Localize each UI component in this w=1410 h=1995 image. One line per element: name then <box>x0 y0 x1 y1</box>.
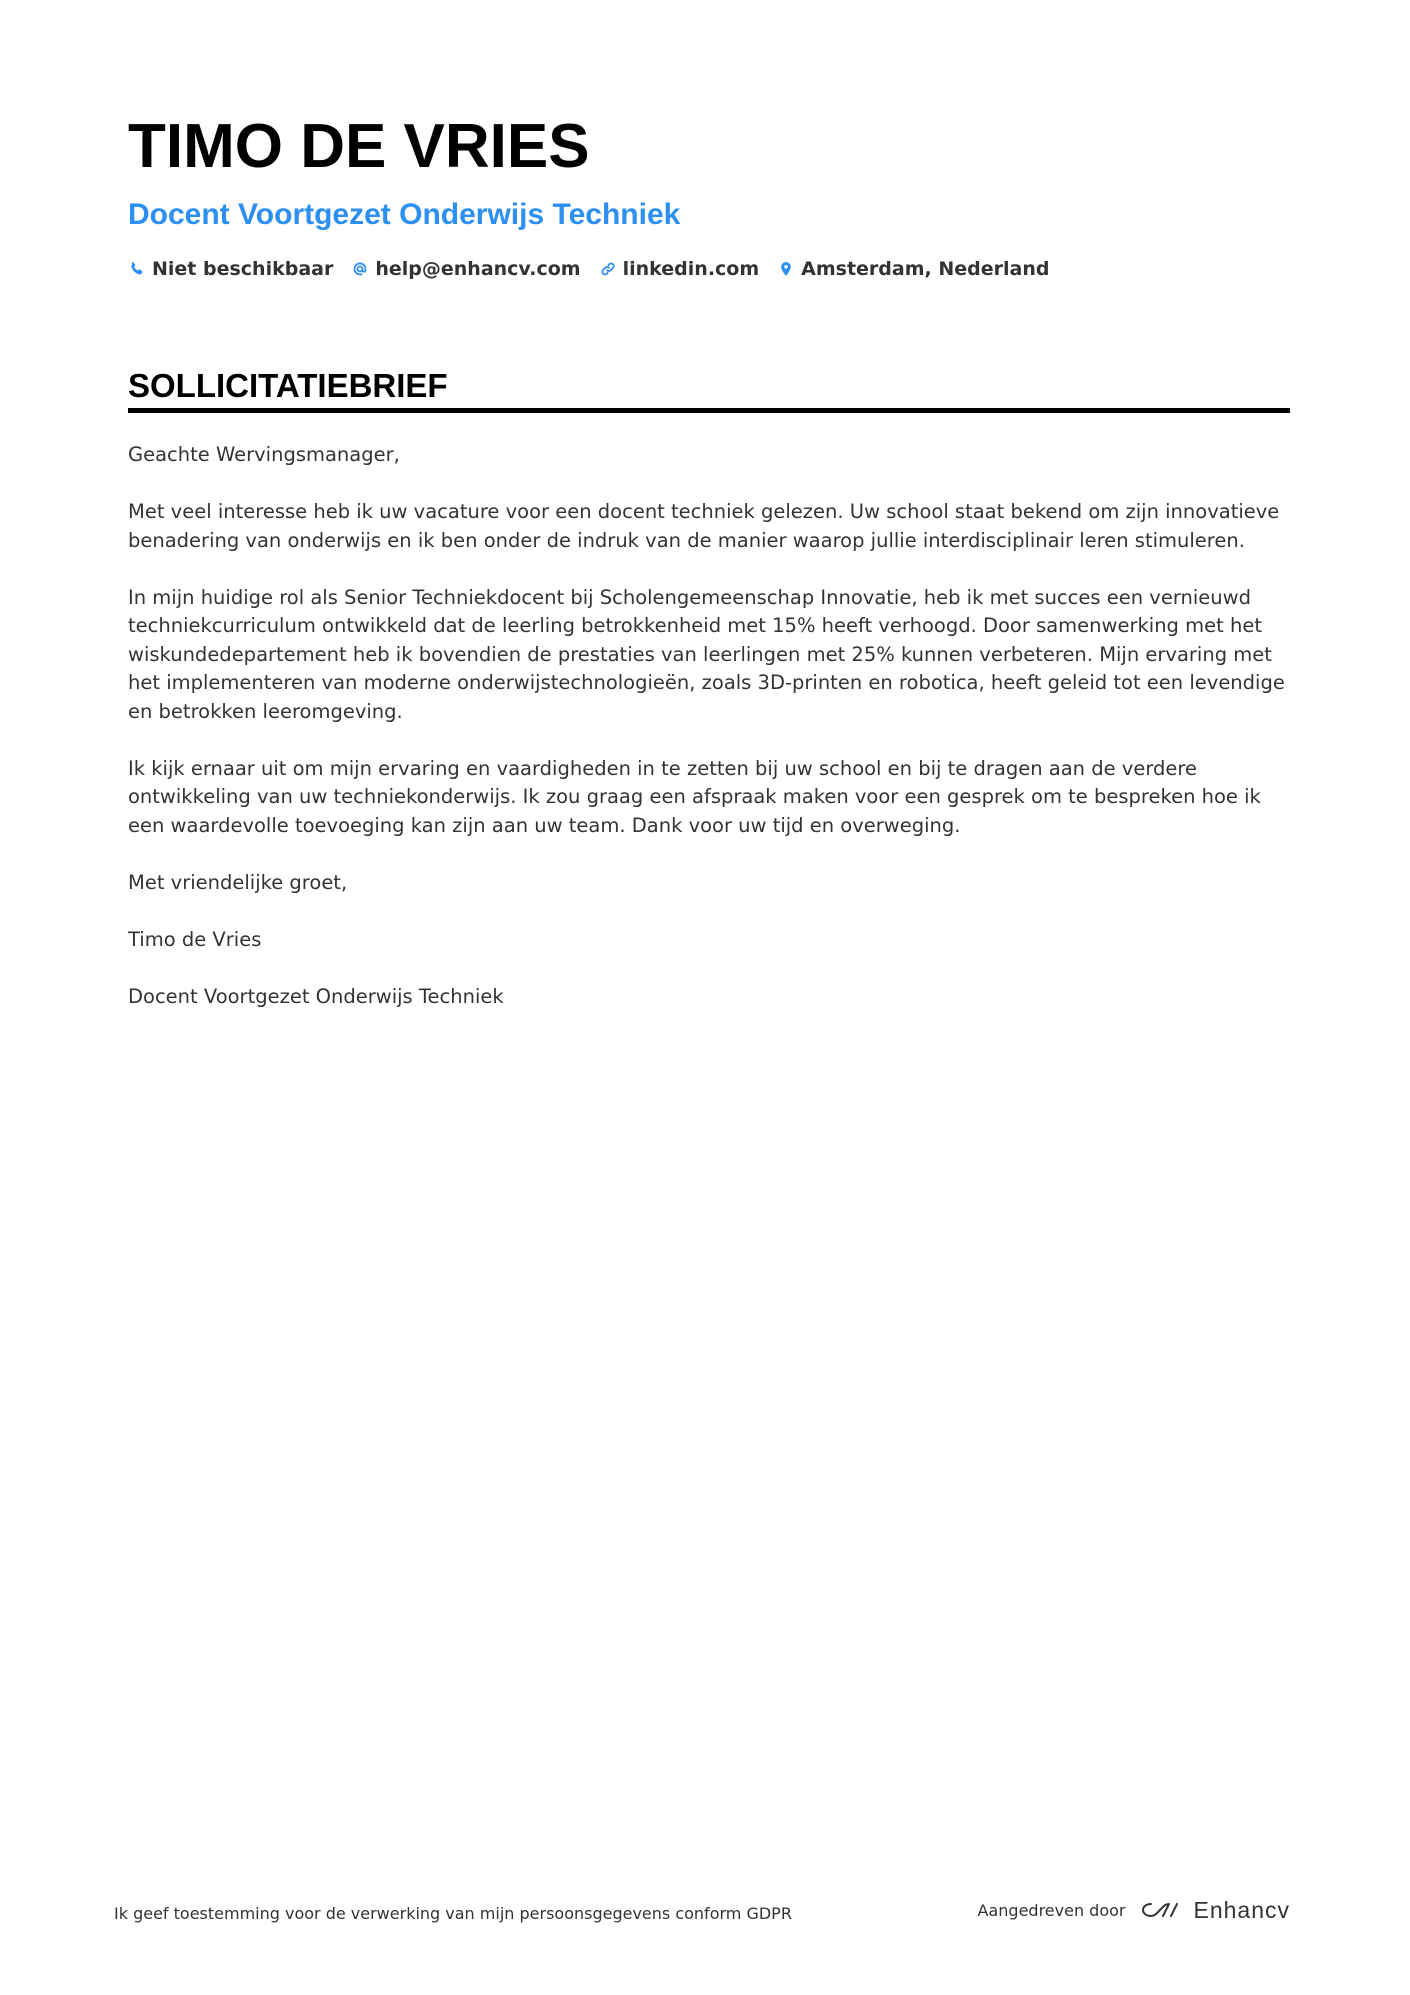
signature-name: Timo de Vries <box>128 927 262 951</box>
contact-linkedin[interactable] <box>599 258 760 280</box>
contact-email[interactable] <box>351 258 580 280</box>
contact-bar <box>128 256 1290 282</box>
resume-page <box>128 112 1290 1040</box>
at-icon <box>351 260 369 278</box>
job-headline: Docent Voortgezet Onderwijs Techniek <box>128 198 681 231</box>
enhancv-brand: Enhancv <box>1193 1896 1290 1923</box>
letter-paragraph: Met veel interesse heb ik uw vacature voor een docent techniek gelezen. Uw school staat bekend om zijn innovatieve benadering van onderwijs en ik ben onder de indruk van de manier waarop jullie interdisciplinair leren stimuleren. <box>128 500 1280 552</box>
contact-linkedin-text[interactable]: linkedin.com <box>622 258 760 280</box>
contact-phone-text: Niet beschikbaar <box>152 258 334 280</box>
contact-email-text[interactable]: help@enhancv.com <box>375 258 581 280</box>
location-pin-icon <box>777 260 795 278</box>
letter-body <box>128 441 1290 1011</box>
letter-paragraph: In mijn huidige rol als Senior Techniekdocent bij Scholengemeenschap Innovatie, heb ik met succes een vernieuwd techniekcurriculum ontwikkeld dat de leerling betrokkenheid met 15% heeft verhoogd. Door samenwerking met het wiskundedepartement heb ik bovendien de prestaties van leerlingen met 25% kunnen verbeteren. Mijn ervaring met het implementeren van moderne onderwijstechnologieën, zoals 3D-printen en robotica, heeft geleid tot een levendige en betrokken leeromgeving. <box>128 585 1285 723</box>
letter-salutation: Geachte Wervingsmanager, <box>128 443 400 466</box>
letter-closing: Met vriendelijke groet, <box>128 870 348 894</box>
enhancv-logo-icon <box>1137 1898 1183 1922</box>
contact-location <box>777 258 1049 280</box>
phone-icon <box>128 260 146 278</box>
gdpr-consent: Ik geef toestemming voor de verwerking van mijn persoonsgegevens conform GDPR <box>114 1903 792 1923</box>
powered-by[interactable] <box>978 1897 1290 1924</box>
page-footer <box>114 1890 1290 1930</box>
link-icon <box>599 260 617 278</box>
contact-location-text: Amsterdam, Nederland <box>801 258 1050 280</box>
section-title-cover-letter: SOLLICITATIEBRIEF <box>128 366 1290 413</box>
signature-title: Docent Voortgezet Onderwijs Techniek <box>128 984 504 1008</box>
candidate-name: TIMO DE VRIES <box>128 112 590 181</box>
letter-paragraph: Ik kijk ernaar uit om mijn ervaring en vaardigheden in te zetten bij uw school en bij te dragen aan de verdere ontwikkeling van uw techniekonderwijs. Ik zou graag een afspraak maken voor een gesprek om te bespreken hoe ik een waardevolle toevoeging kan zijn aan uw team. Dank voor uw tijd en overweging. <box>128 756 1261 837</box>
contact-phone <box>128 258 333 280</box>
powered-by-label: Aangedreven door <box>977 1900 1126 1920</box>
